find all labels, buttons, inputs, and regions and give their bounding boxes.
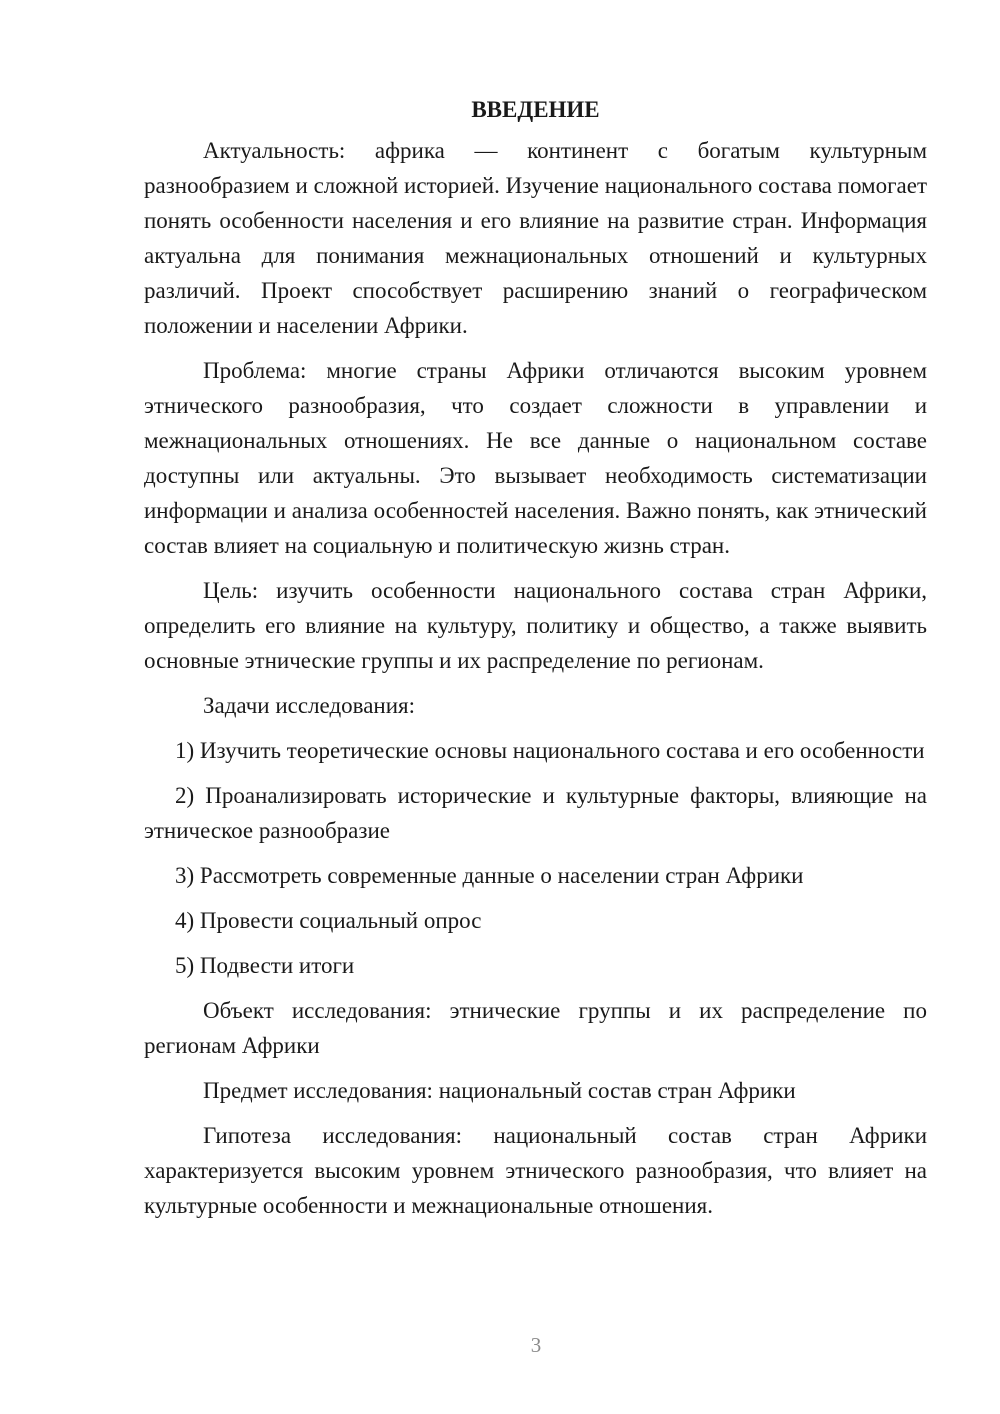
problem-paragraph: Проблема: многие страны Африки отличаются высоким уровнем этнического разнообразия, что создает сложности в управлении и межнациональных отношениях. Не все данные о национальном составе доступны или актуальны. Это вызывает необходимость систематизации информации и анализа особенностей населения. Важно понять, как этнический состав влияет на социальную и политическую жизнь стран. [144, 358, 927, 558]
page-number: 3 [530, 1333, 542, 1357]
hypothesis-paragraph: Гипотеза исследования: национальный состав стран Африки характеризуется высоким уровнем этнического разнообразия, что влияет на культурные особенности и межнациональные отношения. [144, 1123, 927, 1218]
subject-paragraph: Предмет исследования: национальный состав стран Африки [203, 1078, 796, 1103]
object-paragraph: Объект исследования: этнические группы и их распределение по регионам Африки [144, 998, 927, 1058]
section-heading: ВВЕДЕНИЕ [471, 97, 600, 122]
task-item: 1) Изучить теоретические основы национального состава и его особенности [175, 738, 925, 763]
page-body [144, 92, 927, 1233]
task-item: 5) Подвести итоги [175, 953, 355, 978]
goal-paragraph: Цель: изучить особенности национального состава стран Африки, определить его влияние на культуру, политику и общество, а также выявить основные этнические группы и их распределение по регионам. [144, 578, 927, 673]
relevance-paragraph: Актуальность: африка — континент с богатым культурным разнообразием и сложной историей. Изучение национального состава помогает понять особенности населения и его влияние на развитие стран. Информация актуальна для понимания межнациональных отношений и культурных различий. Проект способствует расширению знаний о географическом положении и населении Африки. [144, 138, 927, 338]
tasks-title: Задачи исследования: [203, 693, 416, 718]
tasks-list [144, 733, 927, 983]
task-item: 2) Проанализировать исторические и культурные факторы, влияющие на этническое разнообразие [144, 783, 927, 843]
task-item: 4) Провести социальный опрос [175, 908, 482, 933]
task-item: 3) Рассмотреть современные данные о населении стран Африки [175, 863, 804, 888]
